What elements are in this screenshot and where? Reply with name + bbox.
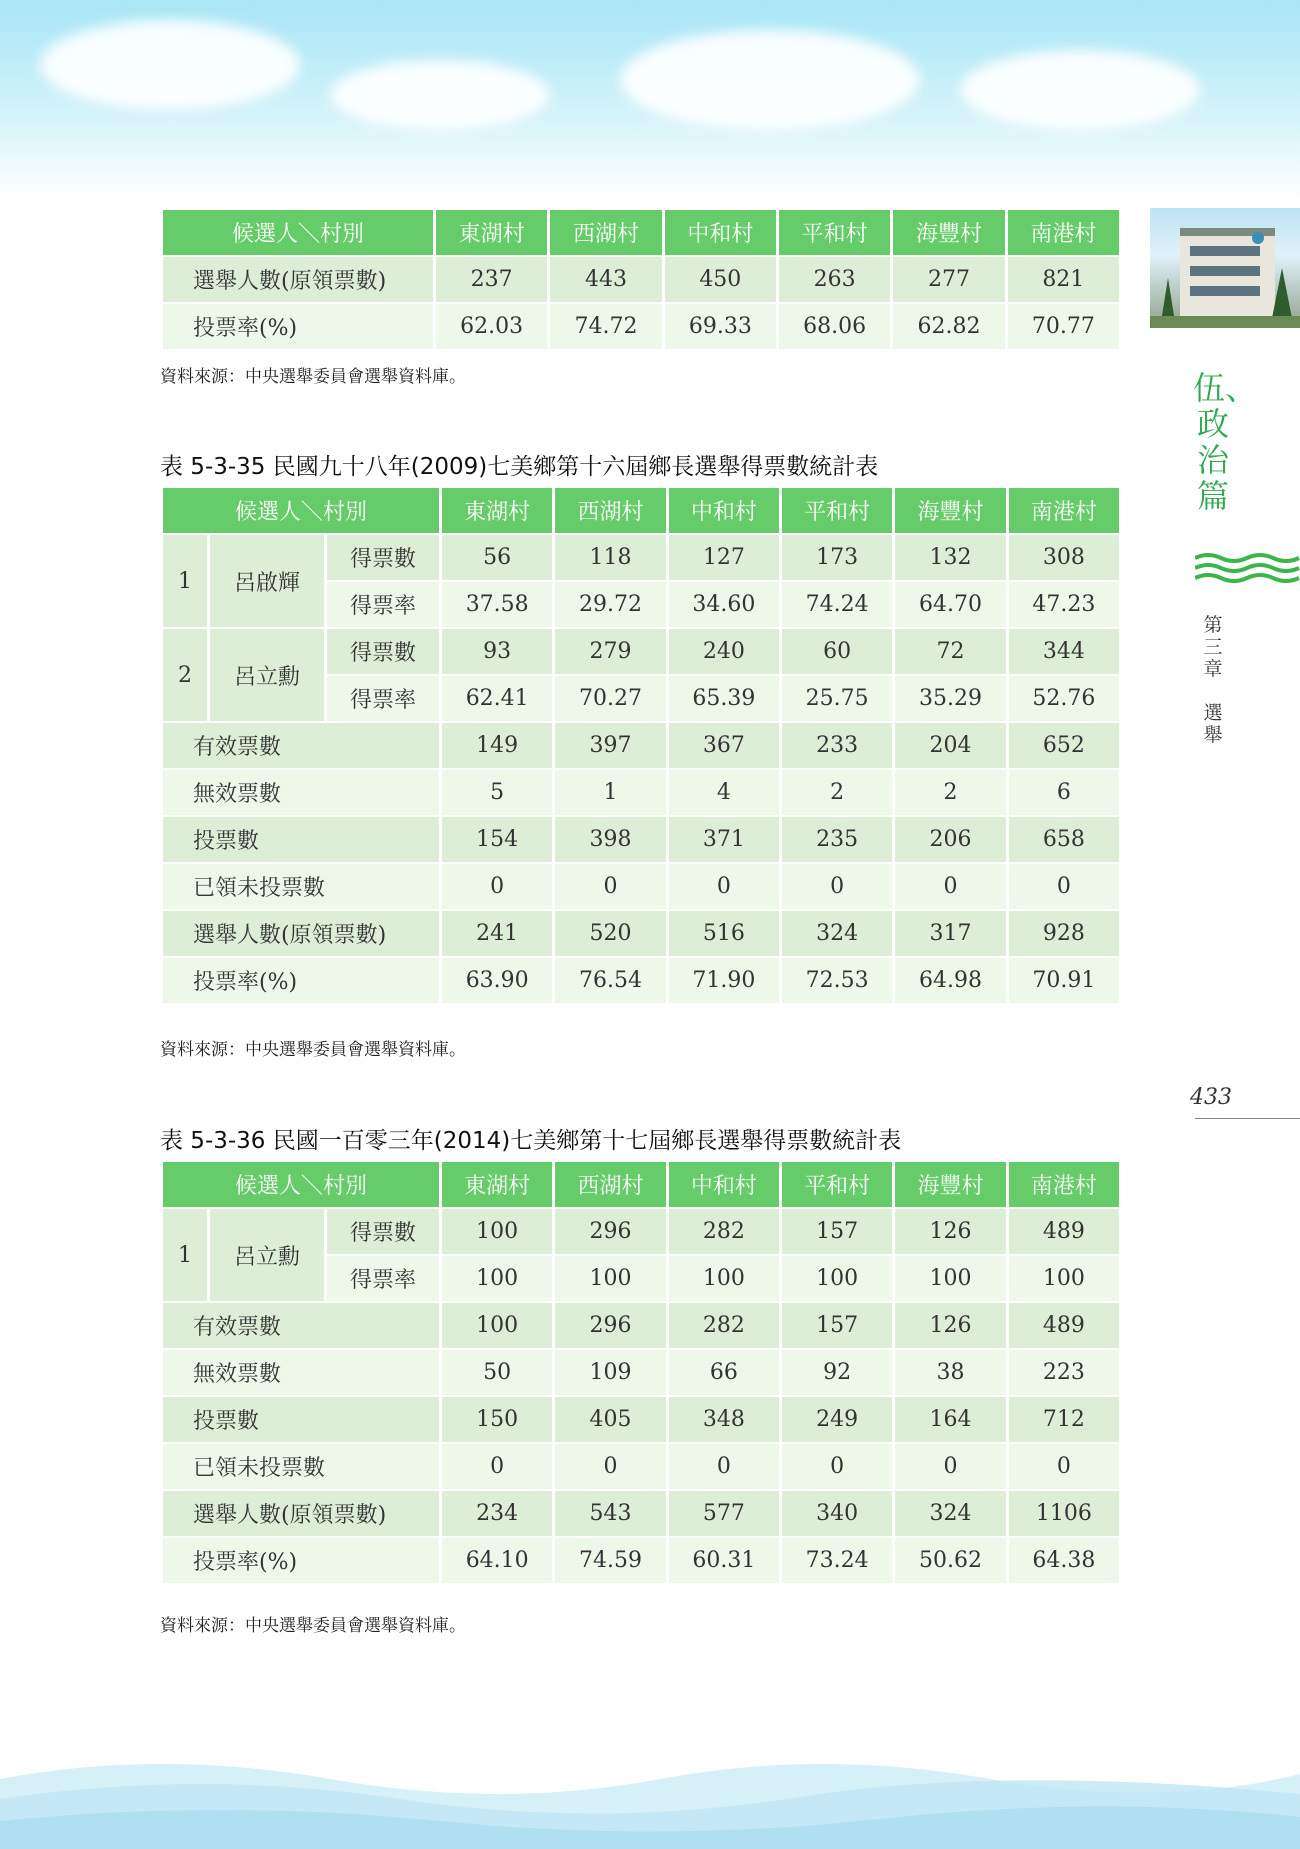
row-label: 投票率(%) bbox=[163, 958, 439, 1003]
cell: 70.27 bbox=[555, 676, 665, 721]
table-header-row bbox=[163, 210, 1119, 255]
cell: 100 bbox=[669, 1256, 779, 1301]
header-village: 西湖村 bbox=[555, 488, 665, 533]
header-village: 西湖村 bbox=[555, 1162, 665, 1207]
table-row bbox=[163, 257, 1119, 302]
cell: 443 bbox=[550, 257, 661, 302]
cell: 543 bbox=[555, 1491, 665, 1536]
header-village: 平和村 bbox=[782, 488, 892, 533]
candidate-number: 1 bbox=[163, 535, 207, 627]
cell: 62.82 bbox=[893, 304, 1004, 349]
cell: 5 bbox=[442, 770, 552, 815]
metric-label: 得票數 bbox=[327, 1209, 439, 1254]
cell: 348 bbox=[669, 1397, 779, 1442]
cell: 100 bbox=[1009, 1256, 1119, 1301]
cell: 0 bbox=[555, 1444, 665, 1489]
cloud-decoration bbox=[620, 30, 920, 130]
cell: 234 bbox=[442, 1491, 552, 1536]
cell: 0 bbox=[782, 1444, 892, 1489]
cell: 398 bbox=[555, 817, 665, 862]
cell: 1106 bbox=[1009, 1491, 1119, 1536]
cell: 821 bbox=[1008, 257, 1119, 302]
header-village: 西湖村 bbox=[550, 210, 661, 255]
cell: 0 bbox=[1009, 864, 1119, 909]
cell: 4 bbox=[669, 770, 779, 815]
table-row bbox=[163, 723, 1119, 768]
table-row bbox=[163, 770, 1119, 815]
cell: 164 bbox=[895, 1397, 1005, 1442]
row-label: 無效票數 bbox=[163, 770, 439, 815]
cell: 50 bbox=[442, 1350, 552, 1395]
cell: 223 bbox=[1009, 1350, 1119, 1395]
cell: 367 bbox=[669, 723, 779, 768]
table-row bbox=[163, 1538, 1119, 1583]
table-row bbox=[163, 1350, 1119, 1395]
cell: 100 bbox=[895, 1256, 1005, 1301]
row-label: 投票數 bbox=[163, 817, 439, 862]
cell: 127 bbox=[669, 535, 779, 580]
building-photo bbox=[1150, 208, 1300, 328]
cell: 100 bbox=[442, 1256, 552, 1301]
header-village: 海豐村 bbox=[893, 210, 1004, 255]
cell: 126 bbox=[895, 1209, 1005, 1254]
cell: 118 bbox=[555, 535, 665, 580]
cloud-decoration bbox=[330, 60, 550, 130]
cell: 69.33 bbox=[665, 304, 776, 349]
cell: 100 bbox=[555, 1256, 665, 1301]
cell: 63.90 bbox=[442, 958, 552, 1003]
metric-label: 得票數 bbox=[327, 535, 439, 580]
cell: 233 bbox=[782, 723, 892, 768]
cell: 0 bbox=[669, 864, 779, 909]
table-header-row bbox=[163, 1162, 1119, 1207]
cell: 405 bbox=[555, 1397, 665, 1442]
cell: 296 bbox=[555, 1303, 665, 1348]
cell: 0 bbox=[782, 864, 892, 909]
cell: 132 bbox=[895, 535, 1005, 580]
cell: 126 bbox=[895, 1303, 1005, 1348]
table-35 bbox=[160, 486, 1122, 1005]
table-row bbox=[163, 817, 1119, 862]
cell: 204 bbox=[895, 723, 1005, 768]
cell: 282 bbox=[669, 1303, 779, 1348]
cell: 277 bbox=[893, 257, 1004, 302]
cell: 157 bbox=[782, 1303, 892, 1348]
cell: 150 bbox=[442, 1397, 552, 1442]
cell: 279 bbox=[555, 629, 665, 674]
cell: 52.76 bbox=[1009, 676, 1119, 721]
cell: 263 bbox=[779, 257, 890, 302]
cell: 29.72 bbox=[555, 582, 665, 627]
cell: 35.29 bbox=[895, 676, 1005, 721]
cell: 577 bbox=[669, 1491, 779, 1536]
candidate-name: 呂啟輝 bbox=[210, 535, 324, 627]
cell: 154 bbox=[442, 817, 552, 862]
cell: 489 bbox=[1009, 1209, 1119, 1254]
cell: 6 bbox=[1009, 770, 1119, 815]
table-row bbox=[163, 1209, 1119, 1254]
cell: 64.38 bbox=[1009, 1538, 1119, 1583]
table-row bbox=[163, 958, 1119, 1003]
header-village: 中和村 bbox=[665, 210, 776, 255]
cell: 241 bbox=[442, 911, 552, 956]
row-label: 選舉人數(原領票數) bbox=[163, 257, 433, 302]
cell: 72.53 bbox=[782, 958, 892, 1003]
cell: 0 bbox=[895, 1444, 1005, 1489]
cell: 56 bbox=[442, 535, 552, 580]
row-label: 投票率(%) bbox=[163, 304, 433, 349]
cell: 60 bbox=[782, 629, 892, 674]
metric-label: 得票數 bbox=[327, 629, 439, 674]
cell: 173 bbox=[782, 535, 892, 580]
cell: 66 bbox=[669, 1350, 779, 1395]
cell: 50.62 bbox=[895, 1538, 1005, 1583]
row-label: 已領未投票數 bbox=[163, 1444, 439, 1489]
header-village: 平和村 bbox=[782, 1162, 892, 1207]
row-label: 有效票數 bbox=[163, 723, 439, 768]
header-village: 南港村 bbox=[1008, 210, 1119, 255]
cell: 34.60 bbox=[669, 582, 779, 627]
cell: 282 bbox=[669, 1209, 779, 1254]
row-label: 投票率(%) bbox=[163, 1538, 439, 1583]
wave-icon bbox=[1195, 552, 1300, 586]
table-row bbox=[163, 535, 1119, 580]
cell: 64.10 bbox=[442, 1538, 552, 1583]
cell: 520 bbox=[555, 911, 665, 956]
table-row bbox=[163, 629, 1119, 674]
cell: 296 bbox=[555, 1209, 665, 1254]
cell: 340 bbox=[782, 1491, 892, 1536]
candidate-number: 2 bbox=[163, 629, 207, 721]
cell: 37.58 bbox=[442, 582, 552, 627]
row-label: 已領未投票數 bbox=[163, 864, 439, 909]
cell: 92 bbox=[782, 1350, 892, 1395]
header-village: 中和村 bbox=[669, 488, 779, 533]
header-village: 海豐村 bbox=[895, 488, 1005, 533]
cell: 0 bbox=[442, 864, 552, 909]
cell: 70.77 bbox=[1008, 304, 1119, 349]
cloud-decoration bbox=[40, 20, 300, 110]
candidate-name: 呂立勳 bbox=[210, 1209, 324, 1301]
cell: 450 bbox=[665, 257, 776, 302]
header-corner: 候選人＼村別 bbox=[163, 210, 433, 255]
cell: 324 bbox=[782, 911, 892, 956]
cell: 157 bbox=[782, 1209, 892, 1254]
cell: 68.06 bbox=[779, 304, 890, 349]
cell: 2 bbox=[895, 770, 1005, 815]
cell: 38 bbox=[895, 1350, 1005, 1395]
cell: 74.72 bbox=[550, 304, 661, 349]
cell: 0 bbox=[669, 1444, 779, 1489]
chapter-title: 選舉 bbox=[1203, 702, 1223, 746]
row-label: 選舉人數(原領票數) bbox=[163, 911, 439, 956]
cell: 344 bbox=[1009, 629, 1119, 674]
header-village: 中和村 bbox=[669, 1162, 779, 1207]
cell: 74.59 bbox=[555, 1538, 665, 1583]
table-row bbox=[163, 1444, 1119, 1489]
cell: 308 bbox=[1009, 535, 1119, 580]
building-illustration bbox=[1150, 208, 1300, 328]
table-source-note: 資料來源：中央選舉委員會選舉資料庫。 bbox=[160, 1616, 466, 1636]
table-row bbox=[163, 1303, 1119, 1348]
cell: 712 bbox=[1009, 1397, 1119, 1442]
cell: 100 bbox=[442, 1303, 552, 1348]
page-number-rule bbox=[1195, 1118, 1300, 1119]
cell: 62.03 bbox=[436, 304, 547, 349]
header-village: 東湖村 bbox=[442, 1162, 552, 1207]
cell: 0 bbox=[1009, 1444, 1119, 1489]
cell: 0 bbox=[555, 864, 665, 909]
cell: 206 bbox=[895, 817, 1005, 862]
cell: 64.70 bbox=[895, 582, 1005, 627]
header-corner: 候選人＼村別 bbox=[163, 1162, 439, 1207]
bottom-wave-decoration bbox=[0, 1739, 1300, 1849]
metric-label: 得票率 bbox=[327, 582, 439, 627]
table-source-note: 資料來源：中央選舉委員會選舉資料庫。 bbox=[160, 367, 466, 387]
cell: 0 bbox=[895, 864, 1005, 909]
cell: 928 bbox=[1009, 911, 1119, 956]
cell: 47.23 bbox=[1009, 582, 1119, 627]
table-row bbox=[163, 911, 1119, 956]
cell: 317 bbox=[895, 911, 1005, 956]
table-row bbox=[163, 304, 1119, 349]
cell: 235 bbox=[782, 817, 892, 862]
cell: 100 bbox=[782, 1256, 892, 1301]
table-header-row bbox=[163, 488, 1119, 533]
cloud-decoration bbox=[960, 50, 1200, 130]
header-village: 平和村 bbox=[779, 210, 890, 255]
cell: 76.54 bbox=[555, 958, 665, 1003]
cell: 25.75 bbox=[782, 676, 892, 721]
cell: 324 bbox=[895, 1491, 1005, 1536]
table-row bbox=[163, 864, 1119, 909]
header-village: 東湖村 bbox=[442, 488, 552, 533]
cell: 516 bbox=[669, 911, 779, 956]
cell: 652 bbox=[1009, 723, 1119, 768]
row-label: 有效票數 bbox=[163, 1303, 439, 1348]
section-vertical-title: 伍、政治篇 bbox=[1193, 369, 1258, 515]
cell: 237 bbox=[436, 257, 547, 302]
table-title: 表 5-3-36 民國一百零三年(2014)七美鄉第十七屆鄉長選舉得票數統計表 bbox=[160, 1128, 902, 1154]
metric-label: 得票率 bbox=[327, 1256, 439, 1301]
table-36 bbox=[160, 1160, 1122, 1585]
cell: 489 bbox=[1009, 1303, 1119, 1348]
cell: 65.39 bbox=[669, 676, 779, 721]
cell: 109 bbox=[555, 1350, 665, 1395]
header-village: 南港村 bbox=[1009, 1162, 1119, 1207]
cell: 240 bbox=[669, 629, 779, 674]
candidate-number: 1 bbox=[163, 1209, 207, 1301]
cell: 93 bbox=[442, 629, 552, 674]
row-label: 投票數 bbox=[163, 1397, 439, 1442]
cell: 249 bbox=[782, 1397, 892, 1442]
row-label: 選舉人數(原領票數) bbox=[163, 1491, 439, 1536]
cell: 371 bbox=[669, 817, 779, 862]
cell: 62.41 bbox=[442, 676, 552, 721]
cell: 1 bbox=[555, 770, 665, 815]
table-title: 表 5-3-35 民國九十八年(2009)七美鄉第十六屆鄉長選舉得票數統計表 bbox=[160, 454, 879, 480]
cell: 2 bbox=[782, 770, 892, 815]
candidate-name: 呂立勳 bbox=[210, 629, 324, 721]
row-label: 無效票數 bbox=[163, 1350, 439, 1395]
cell: 72 bbox=[895, 629, 1005, 674]
header-village: 海豐村 bbox=[895, 1162, 1005, 1207]
table-row bbox=[163, 1491, 1119, 1536]
cell: 100 bbox=[442, 1209, 552, 1254]
page-number: 433 bbox=[1190, 1085, 1232, 1110]
cell: 64.98 bbox=[895, 958, 1005, 1003]
cell: 74.24 bbox=[782, 582, 892, 627]
cell: 73.24 bbox=[782, 1538, 892, 1583]
cell: 397 bbox=[555, 723, 665, 768]
header-village: 東湖村 bbox=[436, 210, 547, 255]
cell: 658 bbox=[1009, 817, 1119, 862]
cell: 0 bbox=[442, 1444, 552, 1489]
header-village: 南港村 bbox=[1009, 488, 1119, 533]
cell: 70.91 bbox=[1009, 958, 1119, 1003]
table-row bbox=[163, 1397, 1119, 1442]
header-corner: 候選人＼村別 bbox=[163, 488, 439, 533]
table-source-note: 資料來源：中央選舉委員會選舉資料庫。 bbox=[160, 1040, 466, 1060]
cell: 149 bbox=[442, 723, 552, 768]
cell: 71.90 bbox=[669, 958, 779, 1003]
cell: 60.31 bbox=[669, 1538, 779, 1583]
chapter-label: 第三章 bbox=[1203, 614, 1223, 680]
table-34-continued bbox=[160, 208, 1122, 351]
metric-label: 得票率 bbox=[327, 676, 439, 721]
